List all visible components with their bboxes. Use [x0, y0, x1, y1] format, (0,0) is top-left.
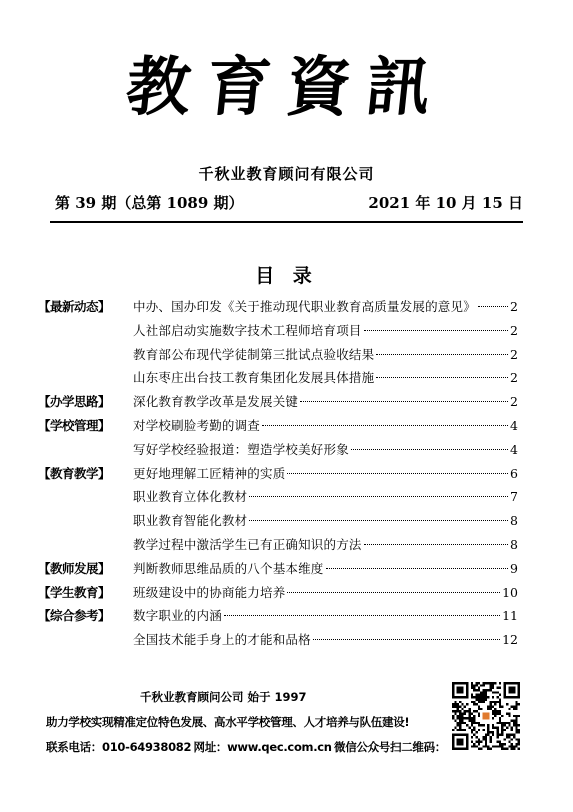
- footer-slogan: 助力学校实现精准定位特色发展、高水平学校管理、人才培养与队伍建设!: [46, 715, 410, 729]
- toc-entry: [133, 295, 518, 319]
- toc-category: 【最新动态】: [38, 299, 111, 314]
- toc-entry: [133, 343, 518, 367]
- toc-row[interactable]: [38, 485, 518, 509]
- toc-page-number: 8: [510, 536, 518, 552]
- toc-entry-title: 教学过程中激活学生已有正确知识的方法: [133, 536, 362, 552]
- table-of-contents: [38, 295, 518, 652]
- issue-number: 第 39 期（总第 1089 期）: [55, 194, 244, 212]
- toc-row[interactable]: [38, 343, 518, 367]
- toc-dot-leader: [249, 496, 508, 497]
- toc-row[interactable]: [38, 557, 518, 581]
- toc-entry: [133, 509, 518, 533]
- toc-row[interactable]: [38, 462, 518, 486]
- qr-code-icon[interactable]: [452, 682, 520, 750]
- toc-page-number: 2: [510, 322, 518, 338]
- toc-entry-title: 人社部启动实施数字技术工程师培育项目: [133, 322, 362, 338]
- toc-dot-leader: [376, 377, 508, 378]
- toc-entry: [133, 319, 518, 343]
- toc-dot-leader: [249, 520, 508, 521]
- toc-dot-leader: [287, 473, 508, 474]
- toc-entry: [133, 533, 518, 557]
- toc-category: 【学生教育】: [38, 584, 111, 600]
- toc-entry: [133, 604, 518, 628]
- toc-entry: [133, 581, 518, 605]
- toc-category: 【办学思路】: [38, 394, 111, 410]
- toc-entry-title: 写好学校经验报道：塑造学校美好形象: [133, 441, 349, 457]
- toc-page-number: 11: [502, 608, 518, 624]
- company-name: 千秋业教育顾问有限公司: [198, 165, 375, 183]
- toc-row[interactable]: [38, 319, 518, 343]
- toc-dot-leader: [287, 592, 500, 593]
- toc-dot-leader: [326, 568, 509, 569]
- toc-page-number: 9: [510, 560, 518, 576]
- toc-entry: [133, 485, 518, 509]
- toc-entry-title: 班级建设中的协商能力培养: [133, 584, 286, 600]
- toc-page-number: 2: [510, 299, 518, 314]
- toc-entry-title: 对学校刷脸考勤的调查: [133, 417, 261, 433]
- toc-page-number: 10: [502, 584, 518, 600]
- toc-entry-title: 全国技术能手身上的才能和品格: [133, 632, 311, 648]
- toc-entry-title: 教育部公布现代学徒制第三批试点验收结果: [133, 346, 375, 362]
- toc-dot-leader: [364, 544, 508, 545]
- toc-row[interactable]: [38, 390, 518, 414]
- toc-row[interactable]: [38, 533, 518, 557]
- toc-row[interactable]: [38, 414, 518, 438]
- toc-category: 【学校管理】: [38, 417, 111, 433]
- toc-row[interactable]: [38, 509, 518, 533]
- toc-dot-leader: [224, 615, 500, 616]
- toc-row[interactable]: [38, 295, 518, 319]
- toc-category: 【教师发展】: [38, 560, 111, 576]
- toc-page-number: 4: [510, 417, 518, 433]
- toc-row[interactable]: [38, 581, 518, 605]
- toc-row[interactable]: [38, 438, 518, 462]
- toc-entry: [133, 366, 518, 390]
- footer-wechat: 微信公众号扫二维码：: [334, 740, 446, 754]
- toc-dot-leader: [300, 401, 508, 402]
- toc-entry-title: 数字职业的内涵: [133, 608, 222, 624]
- footer-phone: 联系电话：010-64938082: [46, 740, 192, 754]
- toc-entry: [133, 438, 518, 462]
- toc-dot-leader: [376, 354, 508, 355]
- toc-dot-leader: [364, 330, 508, 331]
- toc-entry-title: 判断教师思维品质的八个基本维度: [133, 560, 324, 576]
- toc-entry-title: 职业教育立体化教材: [133, 489, 248, 505]
- toc-entry: [133, 462, 518, 486]
- toc-category: 【教育教学】: [38, 465, 111, 481]
- toc-entry-title: 更好地理解工匠精神的实质: [133, 465, 286, 481]
- toc-row[interactable]: [38, 604, 518, 628]
- toc-dot-leader: [351, 449, 508, 450]
- toc-row[interactable]: [38, 628, 518, 652]
- toc-dot-leader: [313, 639, 500, 640]
- toc-page-number: 2: [510, 370, 518, 386]
- toc-entry-title: 深化教育教学改革是发展关键: [133, 394, 299, 410]
- toc-entry: [133, 390, 518, 414]
- toc-entry-title: 职业教育智能化教材: [133, 513, 248, 529]
- toc-page-number: 4: [510, 441, 518, 457]
- issue-date: 2021 年 10 月 15 日: [368, 194, 523, 212]
- toc-dot-leader: [262, 425, 508, 426]
- toc-entry: [133, 414, 518, 438]
- toc-entry-title: 中办、国办印发《关于推动现代职业教育高质量发展的意见》: [133, 299, 476, 314]
- toc-dot-leader: [478, 306, 508, 307]
- masthead-title: 教育資訊: [122, 50, 451, 125]
- toc-category: 【综合参考】: [38, 608, 111, 624]
- toc-page-number: 12: [502, 632, 518, 648]
- toc-page-number: 6: [510, 465, 518, 481]
- toc-row[interactable]: [38, 366, 518, 390]
- toc-entry-title: 山东枣庄出台技工教育集团化发展具体措施: [133, 370, 375, 386]
- footer-website[interactable]: 网址：www.qec.com.cn: [193, 740, 332, 754]
- toc-page-number: 2: [510, 394, 518, 410]
- toc-entry: [133, 628, 518, 652]
- toc-page-number: 7: [510, 489, 518, 505]
- toc-page-number: 8: [510, 513, 518, 529]
- header-divider: [50, 221, 523, 223]
- footer-company-line: 千秋业教育顾问公司 始于 1997: [140, 690, 307, 704]
- toc-entry: [133, 557, 518, 581]
- toc-title: 目 录: [255, 265, 318, 287]
- footer-contact: [46, 739, 446, 755]
- toc-page-number: 2: [510, 346, 518, 362]
- issue-info: [55, 192, 523, 213]
